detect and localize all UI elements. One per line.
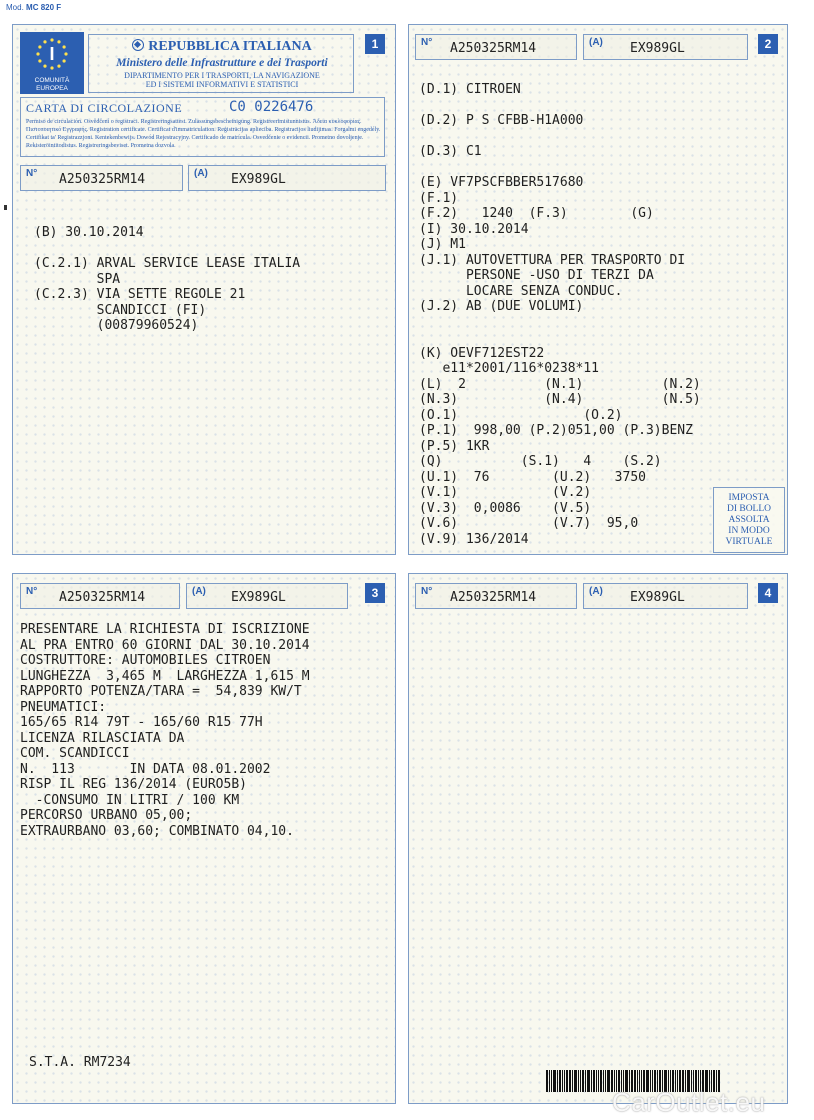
text-line: PERSONE -USO DI TERZI DA	[419, 268, 654, 283]
text-line: (D.1) CITROEN	[419, 82, 521, 97]
text-line: (U.1) 76 (U.2) 3750	[419, 469, 646, 485]
text-line: 165/65 R14 79T - 165/60 R15 77H	[20, 715, 263, 730]
text-line	[419, 315, 701, 331]
stamp-duty-box	[713, 487, 785, 553]
eu-country-letter: I	[49, 44, 55, 64]
text-line: EXTRAURBANO 03,60; COMBINATO 04,10.	[20, 823, 294, 839]
text-line: e11*2001/116*0238*11	[419, 361, 600, 376]
text-line: (C.2.1) ARVAL SERVICE LEASE ITALIA	[34, 256, 301, 271]
certificate-translations: Permiso de circulación. Osvědčení o registraci. Registreringsattest. Zulassungsbescheinigung. Registreerimistunnistus. Άδεια κυκλοφορίας. Πιστοποιητικό Εγγραφής. Registration certificate. Certificat d'immatriculation. Reģistrācijas apliecība. Registracijos liudijimas. Forgalmi engedély. Certifikat ta' Registrazzjoni. Kentekenbewijs. Dowód Rejestracyjny. Certificado de matrícula. Osvedčenie o evidencii. Prometno dovoljenje. Rekisteröintitodistus. Registreringsbeviset. Prometna dozvola.	[26, 119, 381, 149]
text-line: AL PRA ENTRO 60 GIORNI DAL 30.10.2014	[20, 637, 310, 653]
text-line: (J.2) AB (DUE VOLUMI)	[419, 299, 584, 314]
panel-2	[408, 24, 788, 555]
panel-4	[408, 573, 788, 1104]
eu-label-line2: EUROPEA	[36, 85, 68, 92]
text-line: (V.1) (V.2)	[419, 485, 592, 500]
text-line: (K) OEVF712EST22	[419, 345, 545, 361]
text-line: (B) 30.10.2014	[34, 225, 144, 240]
panel-number-badge: 3	[365, 583, 385, 603]
plate-field: (A) EX989GL	[583, 34, 748, 60]
text-line: (V.9) 136/2014	[419, 531, 529, 547]
text-line: COSTRUTTORE: AUTOMOBILES CITROEN	[20, 653, 271, 668]
margin-mark	[4, 205, 7, 210]
panel-number-badge: 1	[365, 34, 385, 54]
plate-field: (A) EX989GL	[188, 165, 386, 191]
document-number-field: N° A250325RM14	[20, 583, 180, 609]
text-line	[419, 330, 701, 346]
text-line: (J) M1	[419, 237, 466, 252]
notes-text	[20, 622, 310, 839]
stamp-duty-line: DI BOLLO	[726, 503, 772, 514]
text-line: (00879960524)	[34, 318, 199, 333]
text-line: LOCARE SENZA CONDUC.	[419, 283, 623, 299]
text-line: (J.1) AUTOVETTURA PER TRASPORTO DI	[419, 252, 686, 268]
text-line: (O.1) (O.2)	[419, 407, 623, 423]
text-line: (L) 2 (N.1) (N.2)	[419, 376, 701, 392]
text-line: SCANDICCI (FI)	[34, 302, 207, 318]
text-line: (D.3) C1	[419, 144, 482, 159]
document-number-field: N° A250325RM14	[415, 583, 577, 609]
document-number-field: N° A250325RM14	[20, 165, 183, 191]
text-line: LICENZA RILASCIATA DA	[20, 730, 185, 746]
panel-1	[12, 24, 396, 555]
plate-field: (A) EX989GL	[583, 583, 748, 609]
form-model-label: Mod. MC 820 F	[6, 3, 62, 12]
text-line: (V.3) 0,0086 (V.5)	[419, 500, 592, 516]
text-line: N. 113 IN DATA 08.01.2002	[20, 761, 271, 777]
republic-title: REPUBBLICA ITALIANA	[89, 39, 355, 55]
watermark: CarOutlet.eu	[612, 1087, 766, 1117]
text-line: (Q) (S.1) 4 (S.2)	[419, 454, 662, 469]
issuer-header	[88, 34, 354, 93]
certificate-number: C0 0226476	[229, 99, 314, 115]
eu-flag-icon	[20, 32, 84, 94]
panel-number-badge: 4	[758, 583, 778, 603]
eu-label-line1: COMUNITÀ	[34, 77, 70, 84]
stamp-duty-line: IN MODO	[728, 525, 770, 536]
text-line: COM. SCANDICCI	[20, 746, 130, 761]
text-line: -CONSUMO IN LITRI / 100 KM	[20, 792, 240, 808]
panel-number-badge: 2	[758, 34, 778, 54]
text-line: (E) VF7PSCFBBER517680	[419, 175, 584, 190]
certificate-title: CARTA DI CIRCOLAZIONE	[26, 101, 183, 115]
text-line: LUNGHEZZA 3,465 M LARGHEZZA 1,615 M	[20, 668, 310, 684]
text-line: PRESENTARE LA RICHIESTA DI ISCRIZIONE	[20, 622, 310, 637]
panel-3	[12, 573, 396, 1104]
document-number-field: N° A250325RM14	[415, 34, 577, 60]
certificate-title-box	[20, 97, 385, 157]
office-code: S.T.A. RM7234	[29, 1055, 131, 1070]
plate-field: (A) EX989GL	[186, 583, 348, 609]
text-line: SPA	[34, 271, 121, 287]
text-line: (P.1) 998,00 (P.2)051,00 (P.3)BENZ	[419, 423, 693, 438]
text-line: (F.2) 1240 (F.3) (G)	[419, 206, 654, 221]
vehicle-details	[419, 82, 701, 547]
text-line: (C.2.3) VIA SETTE REGOLE 21	[34, 287, 246, 302]
text-line: RISP IL REG 136/2014 (EURO5B)	[20, 777, 247, 792]
emblem-icon	[132, 39, 144, 51]
text-line: (N.3) (N.4) (N.5)	[419, 392, 701, 407]
text-line: PNEUMATICI:	[20, 699, 107, 715]
text-line: (P.5) 1KR	[419, 438, 490, 454]
stamp-duty-line: VIRTUALE	[725, 536, 773, 547]
text-line: (D.2) P S CFBB-H1A000	[419, 113, 584, 128]
ministry-name: Ministero delle Infrastrutture e dei Trasporti	[116, 57, 328, 69]
text-line: (F.1)	[419, 190, 459, 206]
department-name: DIPARTIMENTO PER I TRASPORTI, LA NAVIGAZIONE ED I SISTEMI INFORMATIVI E STATISTICI	[124, 71, 320, 89]
text-line: (I) 30.10.2014	[419, 221, 529, 237]
stamp-duty-line: IMPOSTA	[728, 492, 770, 503]
text-line: (V.6) (V.7) 95,0	[419, 516, 639, 531]
stamp-duty-line: ASSOLTA	[728, 514, 770, 525]
holder-details	[34, 225, 300, 334]
text-line	[34, 241, 300, 257]
text-line	[419, 160, 701, 176]
text-line: RAPPORTO POTENZA/TARA = 54,839 KW/T	[20, 684, 302, 699]
text-line	[419, 129, 701, 145]
text-line	[419, 98, 701, 114]
text-line: PERCORSO URBANO 05,00;	[20, 808, 193, 823]
